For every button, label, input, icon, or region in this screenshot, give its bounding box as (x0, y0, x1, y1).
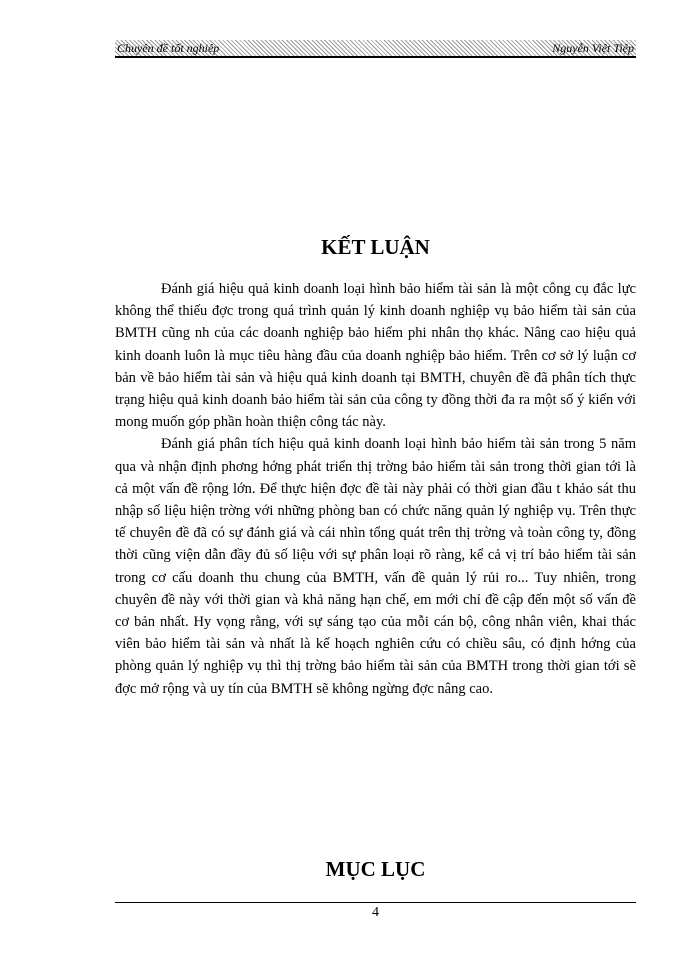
conclusion-heading: KẾT LUẬN (321, 235, 430, 259)
conclusion-paragraph-1: Đánh giá hiệu quả kinh doanh loại hình bảo hiểm tài sản là một công cụ đắc lực không thể thiếu đợc trong quá trình quản lý kinh doanh nghiệp vụ bảo hiểm tài sản của BMTH cũng nh của các doanh nghiệp bảo hiểm phi nhân thọ khác. Nâng cao hiệu quả kinh doanh luôn là mục tiêu hàng đầu của doanh nghiệp bảo hiểm. Trên cơ sở lý luận cơ bản về bảo hiểm tài sản và hiệu quả kinh doanh tại BMTH, chuyên đề đã phân tích thực trạng hiệu quả kinh doanh bảo hiểm tài sản của công ty đồng thời đa ra một số ý kiến với mong muốn góp phần hoàn thiện công tác này. (115, 281, 636, 431)
page-number: 4 (372, 905, 379, 920)
conclusion-paragraph-2: Đánh giá phân tích hiệu quả kinh doanh loại hình bảo hiểm tài sản trong 5 năm qua và nhận định phơng hớng phát triển thị trờng bảo hiểm tài sản trong thời gian tới là cả một vấn đề rộng lớn. Để thực hiện đợc đề tài này phải có thời gian đầu t khảo sát thu nhập số liệu hiện trờng với những phòng ban có chức năng quản lý nghiệp vụ. Trên thực tế chuyên đề đã có sự đánh giá và cái nhìn tổng quát trên thị trờng và toàn công ty, đồng thời cũng viện dẫn đầy đủ số liệu với sự phân loại rõ ràng, kể cả vị trí bảo hiểm tài sản trong cơ cấu doanh thu chung của BMTH, vấn đề quản lý rủi ro... Tuy nhiên, trong chuyên đề này với thời gian và khả năng hạn chế, em mới chỉ đề cập đến một số vấn đề cơ bản nhất. Hy vọng rằng, với sự sáng tạo của mỗi cán bộ, công nhân viên, khai thác viên bảo hiểm tài sản và nhất là kế hoạch nghiên cứu có chiều sâu, có định hớng của phòng quản lý nghiệp vụ thì thị trờng bảo hiểm tài sản của BMTH trong thời gian tới sẽ đợc mở rộng và uy tín của BMTH sẽ không ngừng đợc nâng cao. (115, 436, 636, 697)
table-of-contents-heading: MỤC LỤC (325, 857, 426, 881)
footer-divider (115, 902, 636, 903)
page-header (115, 40, 636, 58)
header-right-text: Nguyễn Việt Tiệp (552, 41, 634, 55)
conclusion-body (115, 278, 636, 700)
header-left-text: Chuyên đề tốt nghiệp (117, 41, 220, 55)
